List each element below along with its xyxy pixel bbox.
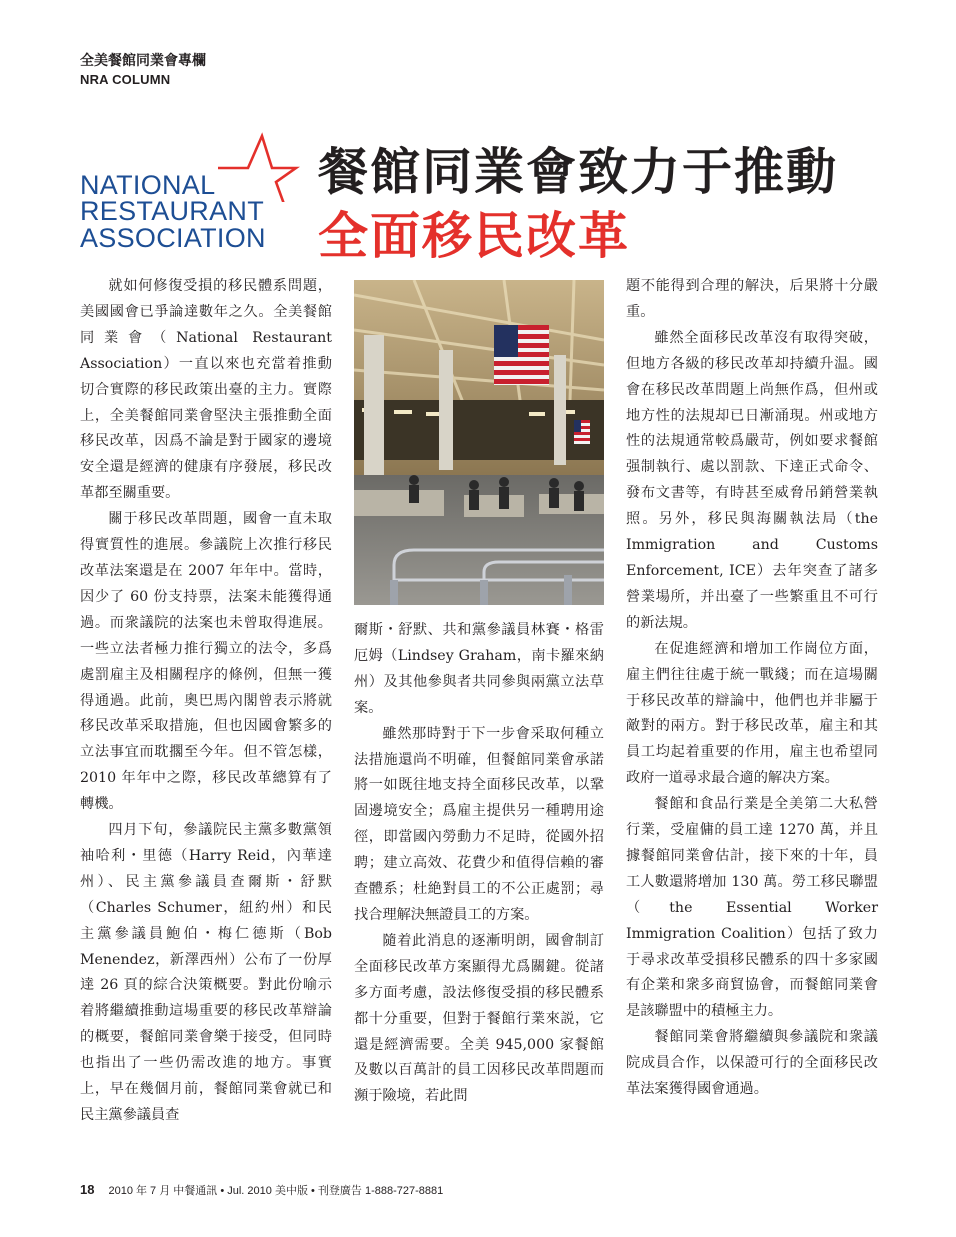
paragraph: 雖然全面移民改革沒有取得突破，但地方各級的移民改革却持續升温。國會在移民改革問題上尚無作爲，但州或地方性的法規却已日漸涌現。州或地方性的法規通常較爲嚴苛，例如要求餐館强制執行、處以罰款、下達正式命令、發布文書等，有時甚至威脅吊銷營業執照。另外，移民與海關執法局（the Immigration and Customs Enforcement, ICE）去年突查了諸多營業場所，并出臺了一些繁重且不可行的新法規。 bbox=[626, 329, 878, 631]
paragraph: 四月下旬，參議院民主黨多數黨領袖哈利・里德（Harry Reid，內華達州）、民主黨參議員查爾斯・舒默（Charles Schumer，紐約州）和民主黨參議員鮑伯・梅仁德斯（Bob Menendez，新澤西州）公布了一份厚達 26 頁的綜合決策概要。對此份喻示着將繼續推動這場重要的移民改革辯論的概要，餐館同業會樂于接受，但同時也指出了一些仍需改進的地方。事實上，早在幾個月前，餐館同業會就已和民主黨參議員查 bbox=[80, 822, 332, 1123]
page-footer bbox=[80, 1182, 443, 1198]
article-column-1 bbox=[80, 274, 332, 1129]
paragraph: 餐館和食品行業是全美第二大私營行業，受雇傭的員工達 1270 萬，并且據餐館同業會估計，接下來的十年，員工人數還將增加 130 萬。勞工移民聯盟（the Essential Worker Immigration Coalition）包括了致力于尋求改革受損移民體系的四十多家國有企業和衆多商貿協會，而餐館同業會是該聯盟中的積極主力。 bbox=[626, 796, 878, 1020]
airport-immigration-hall-photo bbox=[354, 280, 604, 605]
article-column-3 bbox=[626, 274, 878, 1103]
star-icon bbox=[210, 132, 300, 202]
paragraph: 隨着此消息的逐漸明朗，國會制訂全面移民改革方案顯得尤爲關鍵。從諸多方面考慮，設法修復受損的移民體系都十分重要，但對于餐館行業來説，它還是經濟需要。全美 945,000 家餐館及數以百萬計的員工因移民改革問題而瀕于險境，若此問 bbox=[354, 932, 604, 1105]
page-number: 18 bbox=[80, 1182, 95, 1197]
logo-line-association: ASSOCIATION bbox=[80, 223, 266, 253]
column-header-chinese: 全美餐館同業會專欄 bbox=[80, 53, 206, 69]
paragraph: 就如何修復受損的移民體系問題，美國國會已爭論達數年之久。全美餐館同業會（National Restaurant Association）一直以來也充當着推動切合實際的移民政策出臺的主力。實際上，全美餐館同業會堅決主張推動全面移民改革，因爲不論是對于國家的邊境安全還是經濟的健康有序發展，移民改革都至關重要。 bbox=[80, 278, 332, 502]
column-header-english: NRA COLUMN bbox=[80, 72, 171, 87]
paragraph: 雖然那時對于下一步會采取何種立法措施還尚不明確，但餐館同業會承諾將一如既往地支持全面移民改革，以鞏固邊境安全；爲雇主提供另一種聘用途徑，即當國內勞動力不足時，從國外招聘；建立高效、花費少和值得信賴的審查體系；杜絶對員工的不公正處罰；尋找合理解決無證員工的方案。 bbox=[354, 725, 604, 923]
paragraph: 餐館同業會將繼續與參議院和衆議院成員合作，以保證可行的全面移民改革法案獲得國會通過。 bbox=[626, 1029, 878, 1098]
paragraph: 題不能得到合理的解決，后果將十分嚴重。 bbox=[626, 278, 878, 320]
paragraph: 關于移民改革問題，國會一直未取得實質性的進展。參議院上次推行移民改革法案還是在 2007 年年中。當時，因少了 60 份支持票，法案未能獲得通過。而衆議院的法案也未曾取得進展。一些立法者極力推行獨立的法令，多爲處罰雇主及相關程序的條例，但無一獲得通過。此前，奧巴馬內閣曾表示將就移民改革采取措施，但也因國會繁多的立法事宜而耽擱至今年。但不管怎樣，2010 年年中之際，移民改革總算有了轉機。 bbox=[80, 511, 332, 813]
article-title-line1: 餐館同業會致力于推動 bbox=[318, 143, 838, 201]
logo-line-restaurant: RESTAURANT bbox=[80, 196, 265, 226]
article-title-line2: 全面移民改革 bbox=[318, 207, 630, 265]
nra-logo bbox=[80, 132, 300, 252]
logo-line-national: NATIONAL bbox=[80, 170, 216, 200]
paragraph: 在促進經濟和增加工作崗位方面，雇主們往往處于統一戰綫；而在這場關于移民改革的辯論中，他們也并非屬于敵對的兩方。對于移民改革，雇主和其員工均起着重要的作用，雇主也希望同政府一道尋求最合適的解决方案。 bbox=[626, 640, 878, 787]
paragraph: 爾斯・舒默、共和黨參議員林賽・格雷厄姆（Lindsey Graham，南卡羅來納州）及其他參與者共同參與兩黨立法草案。 bbox=[354, 622, 604, 716]
footer-text: 2010 年 7 月 中餐通訊 • Jul. 2010 美中版 • 刊登廣告 1-888-727-8881 bbox=[108, 1185, 444, 1197]
article-column-2 bbox=[354, 618, 604, 1110]
